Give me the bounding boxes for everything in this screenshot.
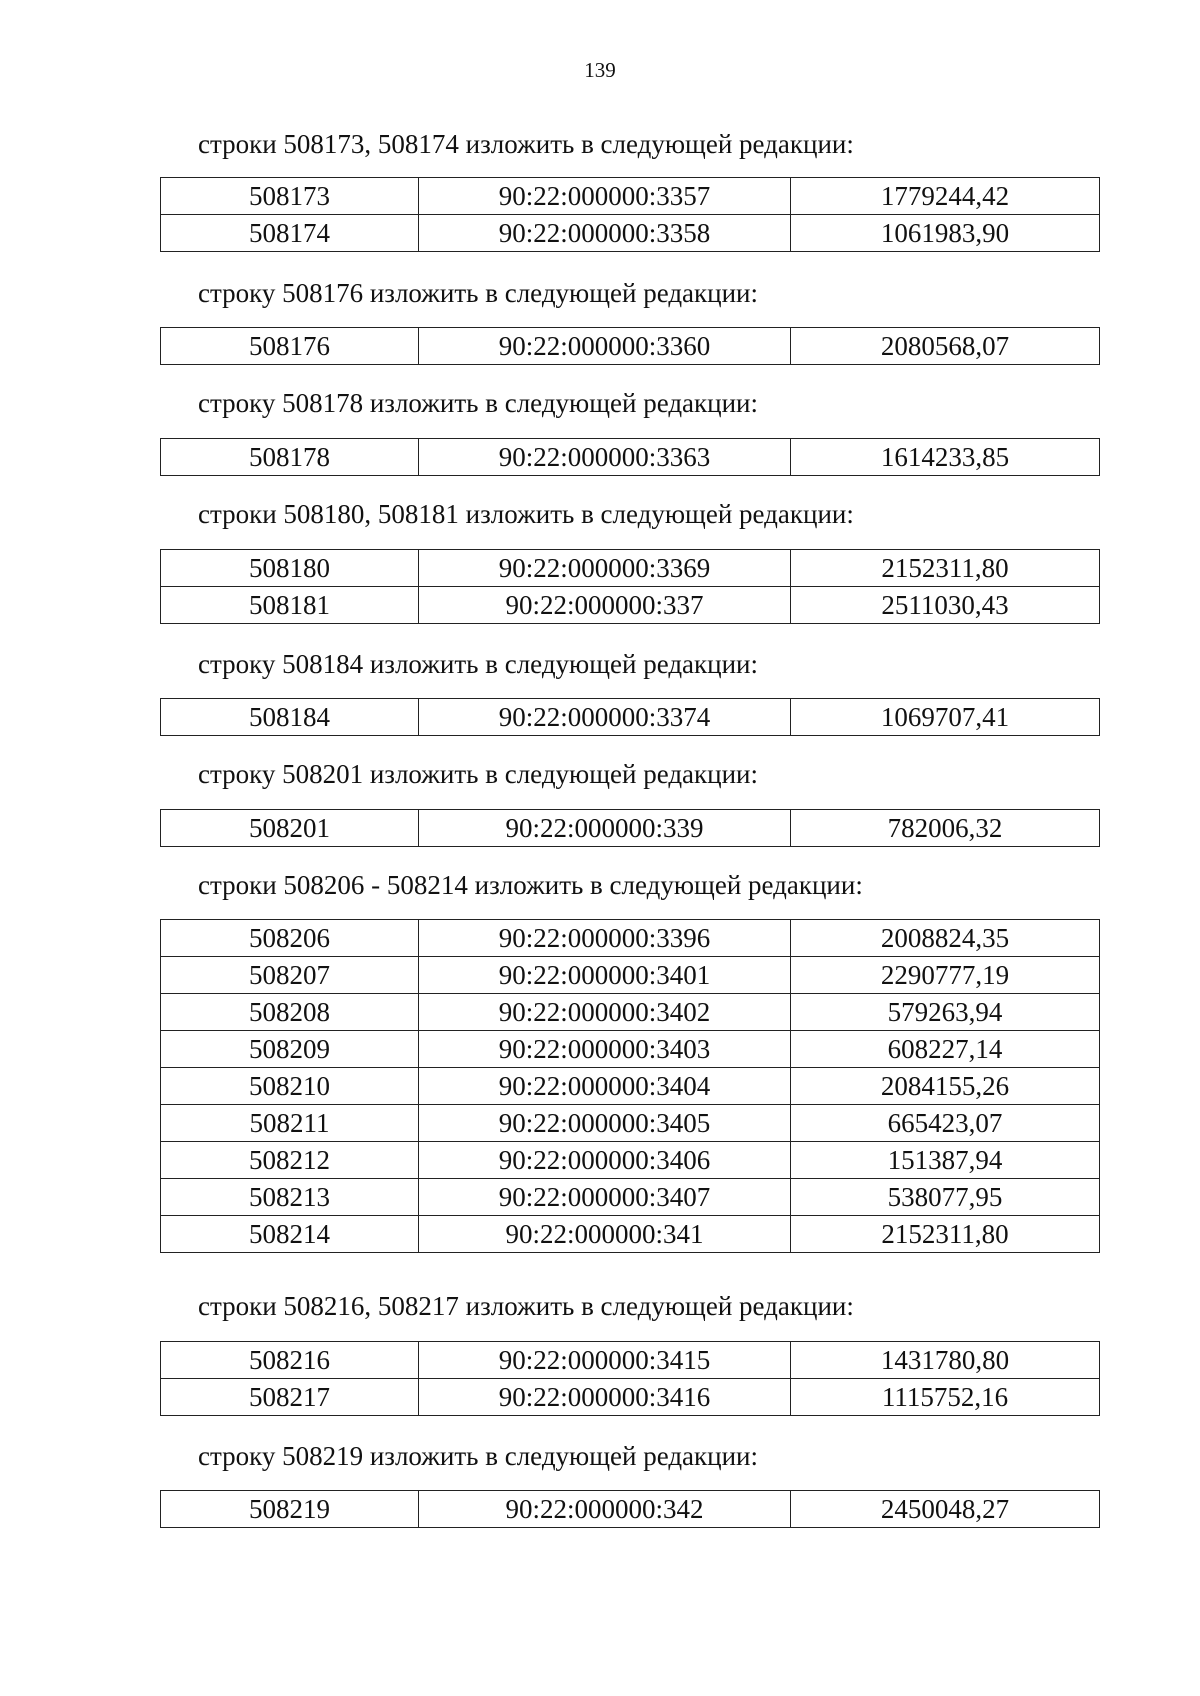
amendment-table (160, 327, 1100, 365)
cadastral-number-cell: 90:22:000000:3402 (419, 994, 791, 1031)
cadastral-number-cell: 90:22:000000:3357 (419, 178, 791, 215)
row-number-cell: 508209 (161, 1031, 419, 1068)
row-number-cell: 508210 (161, 1068, 419, 1105)
amendment-table (160, 1341, 1100, 1416)
value-cell: 2152311,80 (791, 1216, 1100, 1253)
table-row (161, 1068, 1100, 1105)
table-row (161, 920, 1100, 957)
cadastral-number-cell: 90:22:000000:3403 (419, 1031, 791, 1068)
row-number-cell: 508180 (161, 550, 419, 587)
cadastral-number-cell: 90:22:000000:3415 (419, 1342, 791, 1379)
amendment-table (160, 809, 1100, 847)
row-number-cell: 508201 (161, 810, 419, 847)
value-cell: 608227,14 (791, 1031, 1100, 1068)
amendment-table (160, 1490, 1100, 1528)
row-number-cell: 508206 (161, 920, 419, 957)
value-cell: 665423,07 (791, 1105, 1100, 1142)
cadastral-number-cell: 90:22:000000:3416 (419, 1379, 791, 1416)
section-intro: строки 508216, 508217 изложить в следующей редакции: (198, 1291, 854, 1321)
cadastral-number-cell: 90:22:000000:3401 (419, 957, 791, 994)
cadastral-number-cell: 90:22:000000:339 (419, 810, 791, 847)
section-intro: строку 508201 изложить в следующей редакции: (198, 759, 759, 789)
value-cell: 1061983,90 (791, 215, 1100, 252)
table-row (161, 1216, 1100, 1253)
table-row (161, 957, 1100, 994)
table-row (161, 178, 1100, 215)
row-number-cell: 508178 (161, 439, 419, 476)
section-intro: строку 508219 изложить в следующей редакции: (198, 1441, 759, 1471)
row-number-cell: 508184 (161, 699, 419, 736)
cadastral-number-cell: 90:22:000000:3369 (419, 550, 791, 587)
cadastral-number-cell: 90:22:000000:3405 (419, 1105, 791, 1142)
value-cell: 2511030,43 (791, 587, 1100, 624)
cadastral-number-cell: 90:22:000000:337 (419, 587, 791, 624)
section-intro: строку 508176 изложить в следующей редакции: (198, 278, 759, 308)
table-row (161, 1342, 1100, 1379)
amendment-table (160, 698, 1100, 736)
cadastral-number-cell: 90:22:000000:3363 (419, 439, 791, 476)
section-intro: строки 508206 - 508214 изложить в следующей редакции: (198, 870, 863, 900)
table-row (161, 994, 1100, 1031)
value-cell: 579263,94 (791, 994, 1100, 1031)
table-row (161, 439, 1100, 476)
cadastral-number-cell: 90:22:000000:3360 (419, 328, 791, 365)
row-number-cell: 508207 (161, 957, 419, 994)
cadastral-number-cell: 90:22:000000:341 (419, 1216, 791, 1253)
row-number-cell: 508211 (161, 1105, 419, 1142)
row-number-cell: 508173 (161, 178, 419, 215)
section-intro: строку 508184 изложить в следующей редакции: (198, 649, 759, 679)
table-row (161, 587, 1100, 624)
row-number-cell: 508213 (161, 1179, 419, 1216)
value-cell: 2152311,80 (791, 550, 1100, 587)
row-number-cell: 508217 (161, 1379, 419, 1416)
table-row (161, 1179, 1100, 1216)
row-number-cell: 508174 (161, 215, 419, 252)
cadastral-number-cell: 90:22:000000:3396 (419, 920, 791, 957)
value-cell: 2450048,27 (791, 1491, 1100, 1528)
table-row (161, 1031, 1100, 1068)
cadastral-number-cell: 90:22:000000:3404 (419, 1068, 791, 1105)
table-row (161, 1491, 1100, 1528)
value-cell: 1069707,41 (791, 699, 1100, 736)
table-row (161, 699, 1100, 736)
section-intro: строки 508180, 508181 изложить в следующей редакции: (198, 499, 854, 529)
table-row (161, 328, 1100, 365)
table-row (161, 550, 1100, 587)
value-cell: 2008824,35 (791, 920, 1100, 957)
value-cell: 1115752,16 (791, 1379, 1100, 1416)
row-number-cell: 508219 (161, 1491, 419, 1528)
row-number-cell: 508212 (161, 1142, 419, 1179)
table-row (161, 1105, 1100, 1142)
row-number-cell: 508216 (161, 1342, 419, 1379)
row-number-cell: 508208 (161, 994, 419, 1031)
cadastral-number-cell: 90:22:000000:3407 (419, 1179, 791, 1216)
amendment-table (160, 177, 1100, 252)
section-intro: строки 508173, 508174 изложить в следующей редакции: (198, 129, 854, 159)
value-cell: 538077,95 (791, 1179, 1100, 1216)
value-cell: 1431780,80 (791, 1342, 1100, 1379)
page-number: 139 (584, 58, 616, 82)
value-cell: 151387,94 (791, 1142, 1100, 1179)
cadastral-number-cell: 90:22:000000:342 (419, 1491, 791, 1528)
row-number-cell: 508214 (161, 1216, 419, 1253)
cadastral-number-cell: 90:22:000000:3358 (419, 215, 791, 252)
row-number-cell: 508181 (161, 587, 419, 624)
value-cell: 2084155,26 (791, 1068, 1100, 1105)
cadastral-number-cell: 90:22:000000:3374 (419, 699, 791, 736)
value-cell: 1779244,42 (791, 178, 1100, 215)
amendment-table (160, 919, 1100, 1253)
table-row (161, 810, 1100, 847)
table-row (161, 1379, 1100, 1416)
table-row (161, 215, 1100, 252)
value-cell: 2080568,07 (791, 328, 1100, 365)
value-cell: 782006,32 (791, 810, 1100, 847)
cadastral-number-cell: 90:22:000000:3406 (419, 1142, 791, 1179)
value-cell: 1614233,85 (791, 439, 1100, 476)
amendment-table (160, 549, 1100, 624)
table-row (161, 1142, 1100, 1179)
amendment-table (160, 438, 1100, 476)
value-cell: 2290777,19 (791, 957, 1100, 994)
section-intro: строку 508178 изложить в следующей редакции: (198, 388, 759, 418)
row-number-cell: 508176 (161, 328, 419, 365)
